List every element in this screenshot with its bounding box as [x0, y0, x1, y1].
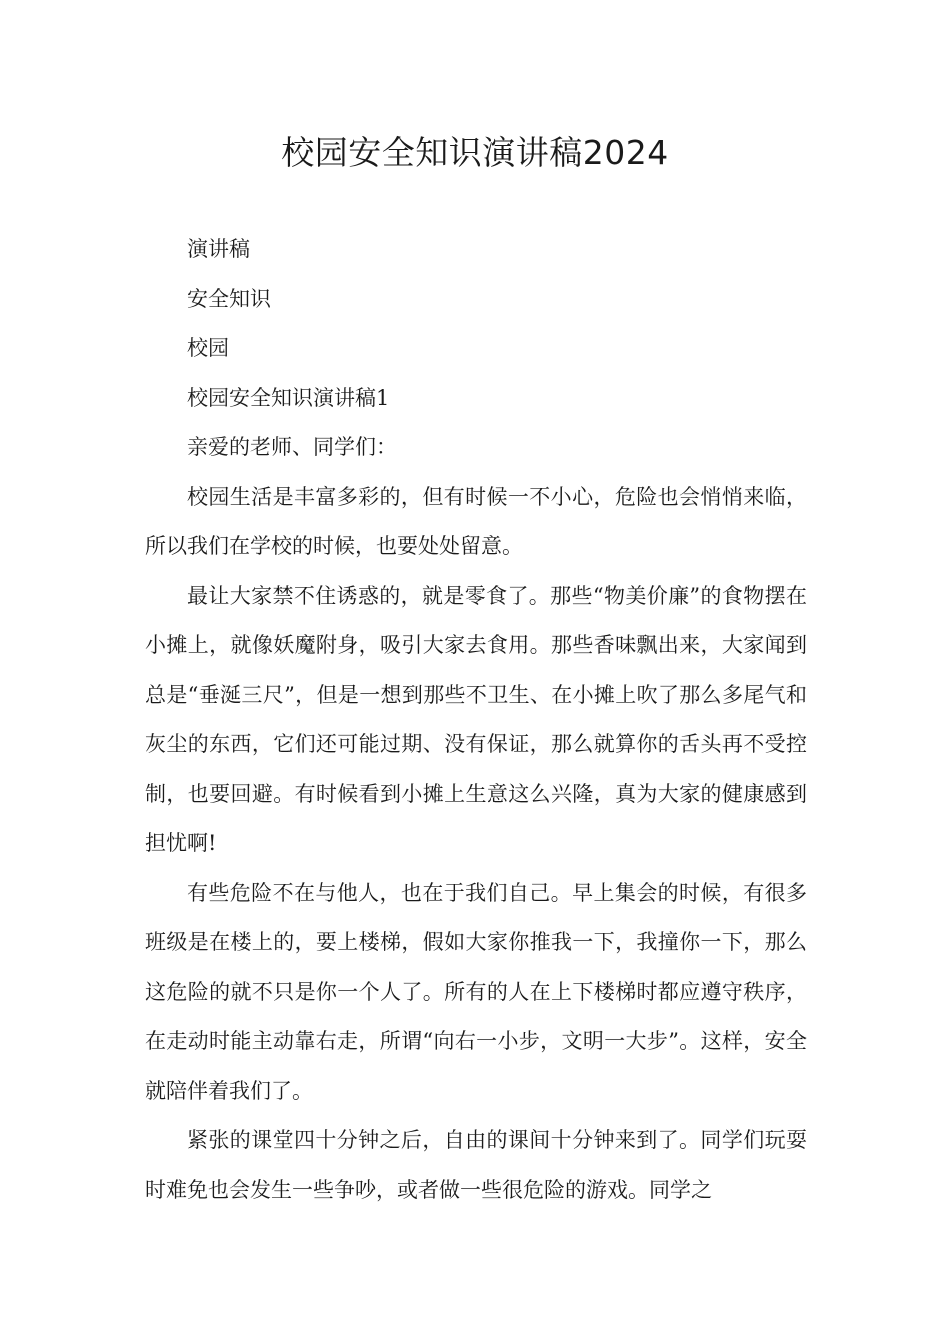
paragraph-keyword-campus: 校园 — [187, 336, 229, 360]
body-paragraph: 紧张的课堂四十分钟之后，自由的课间十分钟来到了。同学们玩耍时难免也会发生一些争吵，或者做一些很危险的游戏。同学之 — [145, 1128, 807, 1202]
paragraph-keyword-speech: 演讲稿 — [187, 237, 250, 261]
body-paragraph: 校园生活是丰富多彩的，但有时候一不小心，危险也会悄悄来临，所以我们在学校的时候，也要处处留意。 — [145, 484, 807, 558]
body-paragraph: 有些危险不在与他人，也在于我们自己。早上集会的时候，有很多班级是在楼上的，要上楼梯，假如大家你推我一下，我撞你一下，那么这危险的就不只是你一个人了。所有的人在上下楼梯时都应遵守秩序，在走动时能主动靠右走，所谓“向右一小步，文明一大步”。这样，安全就陪伴着我们了。 — [145, 880, 807, 1103]
salutation: 亲爱的老师、同学们： — [187, 435, 397, 459]
document-body — [145, 225, 807, 1215]
body-paragraph: 最让大家禁不住诱惑的，就是零食了。那些“物美价廉”的食物摆在小摊上，就像妖魔附身，吸引大家去食用。那些香味飘出来，大家闻到总是“垂涎三尺”，但是一想到那些不卫生、在小摊上吹了那么多尾气和灰尘的东西，它们还可能过期、没有保证，那么就算你的舌头再不受控制，也要回避。有时候看到小摊上生意这么兴隆，真为大家的健康感到担忧啊! — [145, 583, 807, 855]
document-title: 校园安全知识演讲稿2024 — [281, 133, 669, 172]
section-heading: 校园安全知识演讲稿1 — [187, 385, 390, 410]
paragraph-keyword-safety: 安全知识 — [187, 286, 271, 311]
